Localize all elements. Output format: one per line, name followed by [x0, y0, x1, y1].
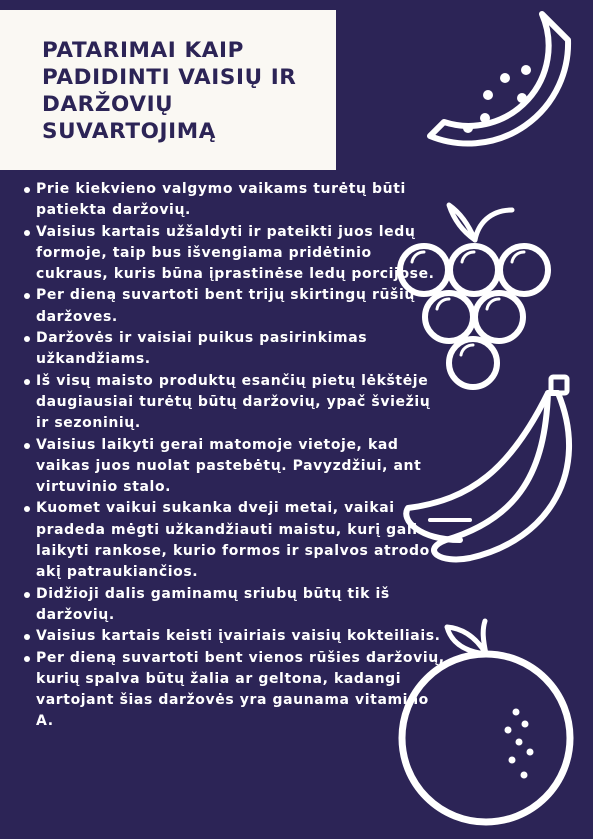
bananas-icon: [406, 377, 569, 559]
page-title: PATARIMAI KAIP PADIDINTI VAISIŲ IR DARŽOVIŲ SUVARTOJIMĄ: [42, 38, 297, 144]
list-item: Vaisius laikyti gerai matomoje vietoje, kad vaikas juos nuolat pastebėtų. Pavyzdžiui, ant virtuvinio stalo.: [36, 435, 446, 499]
list-item: Vaisius kartais užšaldyti ir pateikti juos ledų formoje, taip bus išvengiama pridėtinio cukraus, kuris būna įprastinėse ledų porcijose.: [36, 222, 446, 286]
list-item: Prie kiekvieno valgymo vaikams turėtų būti patiekta daržovių.: [36, 179, 446, 222]
watermelon-slice-icon: [430, 14, 568, 144]
orange-icon: [402, 621, 570, 822]
list-item: Per dieną suvartoti bent trijų skirtingų rūšių daržoves.: [36, 285, 446, 328]
list-item: Vaisius kartais keisti įvairiais vaisių kokteiliais.: [36, 626, 446, 647]
list-item: Per dieną suvartoti bent vienos rūšies daržovių, kurių spalva būtų žalia ar geltona, kadangi vartojant šias daržovės yra gaunama vitamino A.: [36, 648, 446, 733]
list-item: Daržovės ir vaisiai puikus pasirinkimas užkandžiams.: [36, 328, 446, 371]
list-item: Iš visų maisto produktų esančių pietų lėkštėje daugiausiai turėtų būtų daržovių, ypač šviežių ir sezoninių.: [36, 371, 446, 435]
grapes-icon: [400, 205, 548, 387]
list-item: Kuomet vaikui sukanka dveji metai, vaikai pradeda mėgti užkandžiauti maistu, kurį gali laikyti rankose, kurio formos ir spalvos atrodo akį patraukiančios.: [36, 498, 446, 583]
list-item: Didžioji dalis gaminamų sriubų būtų tik iš daržovių.: [36, 584, 446, 627]
